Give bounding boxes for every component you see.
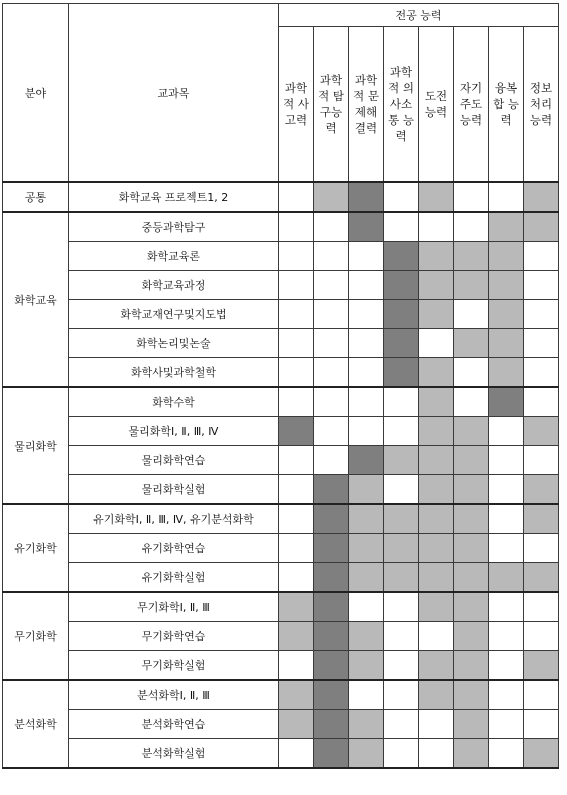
competency-cell-empty — [314, 329, 349, 358]
competency-cell-strong — [384, 358, 419, 388]
competency-cell-related — [419, 680, 454, 710]
competency-cell-empty — [279, 329, 314, 358]
table-row — [3, 504, 559, 534]
competency-cell-empty — [524, 534, 559, 563]
course-cell: 화학교육 프로젝트1, 2 — [69, 182, 279, 212]
competency-cell-empty — [419, 739, 454, 769]
course-header: 교과목 — [69, 4, 279, 183]
competency-cell-related — [349, 739, 384, 769]
competency-cell-strong — [314, 475, 349, 505]
competency-cell-empty — [279, 651, 314, 681]
competency-header: 융복합 능력 — [489, 27, 524, 183]
competency-header: 자기주도능력 — [454, 27, 489, 183]
competency-cell-empty — [489, 417, 524, 446]
competency-cell-related — [349, 534, 384, 563]
competency-cell-related — [489, 271, 524, 300]
competency-cell-empty — [489, 739, 524, 769]
competency-cell-related — [349, 504, 384, 534]
competency-cell-empty — [314, 387, 349, 417]
table-row — [3, 710, 559, 739]
table-row — [3, 271, 559, 300]
competency-cell-empty — [524, 329, 559, 358]
competency-cell-related — [524, 417, 559, 446]
competency-cell-empty — [524, 446, 559, 475]
competency-cell-related — [349, 710, 384, 739]
competency-cell-related — [279, 710, 314, 739]
table-row — [3, 417, 559, 446]
competency-cell-related — [524, 182, 559, 212]
competency-cell-strong — [314, 651, 349, 681]
competency-cell-strong — [314, 710, 349, 739]
competency-cell-empty — [384, 182, 419, 212]
competency-header: 과학적 의사소통 능력 — [384, 27, 419, 183]
competency-cell-related — [419, 475, 454, 505]
competency-cell-related — [279, 622, 314, 651]
competency-cell-empty — [279, 182, 314, 212]
course-cell: 무기화학Ⅰ, Ⅱ, Ⅲ — [69, 592, 279, 622]
course-cell: 중등과학탐구 — [69, 212, 279, 242]
competency-cell-strong — [384, 242, 419, 271]
competency-cell-related — [419, 417, 454, 446]
table-row — [3, 622, 559, 651]
competency-cell-empty — [349, 329, 384, 358]
competency-cell-strong — [314, 680, 349, 710]
competency-cell-empty — [489, 475, 524, 505]
course-cell: 화학교육론 — [69, 242, 279, 271]
competency-cell-strong — [349, 212, 384, 242]
course-cell: 화학교재연구및지도법 — [69, 300, 279, 329]
competency-cell-strong — [349, 182, 384, 212]
competency-cell-empty — [384, 680, 419, 710]
competency-cell-related — [454, 417, 489, 446]
competency-cell-empty — [349, 242, 384, 271]
competency-cell-related — [524, 739, 559, 769]
competency-cell-empty — [454, 300, 489, 329]
table-row — [3, 534, 559, 563]
competency-cell-empty — [524, 358, 559, 388]
competency-cell-empty — [489, 651, 524, 681]
competency-cell-empty — [524, 680, 559, 710]
competency-cell-related — [419, 651, 454, 681]
field-cell: 유기화학 — [3, 504, 69, 592]
course-cell: 물리화학연습 — [69, 446, 279, 475]
competency-cell-empty — [314, 271, 349, 300]
competency-header: 과학적 탐구능력 — [314, 27, 349, 183]
competency-cell-empty — [279, 739, 314, 769]
competency-cell-empty — [349, 680, 384, 710]
competency-cell-related — [384, 504, 419, 534]
competency-cell-related — [279, 592, 314, 622]
field-cell: 물리화학 — [3, 387, 69, 504]
competency-cell-strong — [314, 739, 349, 769]
competency-cell-empty — [349, 417, 384, 446]
table-row — [3, 475, 559, 505]
table-row — [3, 242, 559, 271]
competency-cell-empty — [279, 534, 314, 563]
competency-cell-related — [279, 680, 314, 710]
competency-cell-related — [524, 651, 559, 681]
competency-cell-related — [454, 271, 489, 300]
field-cell: 공통 — [3, 182, 69, 212]
competency-cell-related — [384, 563, 419, 593]
competency-cell-empty — [279, 504, 314, 534]
competency-cell-empty — [279, 271, 314, 300]
course-cell: 유기화학연습 — [69, 534, 279, 563]
competency-cell-empty — [349, 358, 384, 388]
competency-cell-strong — [279, 417, 314, 446]
table-row — [3, 212, 559, 242]
table-row — [3, 329, 559, 358]
competency-group-header: 전공 능력 — [279, 4, 559, 27]
competency-cell-related — [489, 300, 524, 329]
competency-cell-related — [349, 563, 384, 593]
course-cell: 분석화학연습 — [69, 710, 279, 739]
competency-cell-strong — [384, 329, 419, 358]
competency-cell-related — [419, 358, 454, 388]
competency-cell-related — [489, 329, 524, 358]
competency-cell-related — [454, 504, 489, 534]
competency-cell-related — [489, 563, 524, 593]
competency-cell-empty — [279, 300, 314, 329]
competency-cell-related — [419, 504, 454, 534]
competency-cell-strong — [314, 534, 349, 563]
competency-cell-empty — [454, 212, 489, 242]
table-row — [3, 563, 559, 593]
competency-cell-related — [454, 622, 489, 651]
competency-cell-related — [454, 680, 489, 710]
competency-cell-empty — [384, 212, 419, 242]
table-row — [3, 680, 559, 710]
competency-cell-empty — [419, 710, 454, 739]
table-row — [3, 182, 559, 212]
competency-cell-related — [419, 242, 454, 271]
competency-cell-empty — [314, 417, 349, 446]
course-cell: 화학교육과정 — [69, 271, 279, 300]
competency-cell-empty — [489, 446, 524, 475]
field-cell: 무기화학 — [3, 592, 69, 680]
competency-cell-empty — [384, 622, 419, 651]
competency-cell-related — [454, 475, 489, 505]
competency-cell-related — [489, 212, 524, 242]
competency-cell-empty — [454, 387, 489, 417]
competency-header: 정보처리능력 — [524, 27, 559, 183]
competency-header: 과학적 문제해결력 — [349, 27, 384, 183]
competency-cell-empty — [384, 651, 419, 681]
course-cell: 화학논리및논술 — [69, 329, 279, 358]
competency-cell-empty — [489, 710, 524, 739]
course-cell: 무기화학연습 — [69, 622, 279, 651]
competency-cell-empty — [524, 242, 559, 271]
course-cell: 화학수학 — [69, 387, 279, 417]
competency-cell-empty — [279, 563, 314, 593]
competency-cell-empty — [314, 212, 349, 242]
competency-cell-empty — [384, 739, 419, 769]
competency-cell-empty — [314, 446, 349, 475]
competency-cell-empty — [489, 182, 524, 212]
competency-cell-empty — [524, 592, 559, 622]
competency-cell-empty — [314, 300, 349, 329]
competency-cell-empty — [489, 504, 524, 534]
course-cell: 유기화학Ⅰ, Ⅱ, Ⅲ, Ⅳ, 유기분석화학 — [69, 504, 279, 534]
field-cell: 분석화학 — [3, 680, 69, 768]
competency-cell-related — [349, 475, 384, 505]
competency-cell-strong — [384, 300, 419, 329]
field-cell: 화학교육 — [3, 212, 69, 387]
competency-cell-related — [524, 212, 559, 242]
competency-header: 도전능력 — [419, 27, 454, 183]
competency-cell-related — [384, 534, 419, 563]
competency-cell-related — [454, 242, 489, 271]
competency-cell-related — [419, 563, 454, 593]
competency-cell-empty — [384, 417, 419, 446]
competency-cell-empty — [279, 446, 314, 475]
competency-cell-related — [454, 739, 489, 769]
competency-table — [2, 3, 559, 769]
competency-cell-empty — [524, 710, 559, 739]
competency-cell-strong — [314, 504, 349, 534]
competency-cell-empty — [384, 475, 419, 505]
competency-cell-empty — [314, 242, 349, 271]
competency-cell-related — [419, 592, 454, 622]
competency-cell-empty — [314, 358, 349, 388]
competency-cell-related — [419, 271, 454, 300]
course-cell: 물리화학Ⅰ, Ⅱ, Ⅲ, Ⅳ — [69, 417, 279, 446]
competency-cell-empty — [489, 680, 524, 710]
table-body — [3, 182, 559, 768]
competency-cell-empty — [454, 358, 489, 388]
competency-cell-empty — [524, 300, 559, 329]
course-cell: 분석화학실험 — [69, 739, 279, 769]
competency-cell-related — [489, 242, 524, 271]
table-row — [3, 739, 559, 769]
competency-cell-empty — [384, 710, 419, 739]
competency-cell-empty — [279, 242, 314, 271]
table-row — [3, 592, 559, 622]
course-cell: 분석화학Ⅰ, Ⅱ, Ⅲ — [69, 680, 279, 710]
competency-cell-empty — [349, 592, 384, 622]
table-row — [3, 358, 559, 388]
competency-cell-related — [419, 446, 454, 475]
course-cell: 무기화학실험 — [69, 651, 279, 681]
competency-cell-empty — [419, 212, 454, 242]
course-cell: 화학사및과학철학 — [69, 358, 279, 388]
competency-header: 과학적 사고력 — [279, 27, 314, 183]
competency-cell-related — [419, 182, 454, 212]
competency-cell-empty — [384, 387, 419, 417]
competency-cell-empty — [279, 212, 314, 242]
competency-cell-empty — [349, 387, 384, 417]
competency-cell-empty — [454, 182, 489, 212]
competency-cell-empty — [489, 534, 524, 563]
competency-cell-empty — [419, 329, 454, 358]
competency-cell-strong — [349, 446, 384, 475]
competency-cell-empty — [349, 300, 384, 329]
competency-cell-empty — [349, 271, 384, 300]
table-row — [3, 387, 559, 417]
competency-cell-empty — [489, 592, 524, 622]
competency-cell-related — [314, 182, 349, 212]
table-row — [3, 300, 559, 329]
competency-cell-related — [454, 563, 489, 593]
competency-cell-related — [384, 446, 419, 475]
competency-cell-related — [454, 329, 489, 358]
competency-cell-strong — [489, 387, 524, 417]
competency-cell-related — [524, 563, 559, 593]
competency-cell-related — [454, 651, 489, 681]
competency-cell-related — [349, 622, 384, 651]
competency-cell-empty — [524, 271, 559, 300]
competency-cell-related — [524, 475, 559, 505]
competency-cell-related — [349, 651, 384, 681]
competency-cell-related — [419, 534, 454, 563]
table-row — [3, 446, 559, 475]
competency-cell-related — [489, 358, 524, 388]
competency-cell-related — [454, 710, 489, 739]
course-cell: 유기화학실험 — [69, 563, 279, 593]
competency-cell-empty — [384, 592, 419, 622]
competency-cell-empty — [279, 358, 314, 388]
competency-cell-empty — [279, 387, 314, 417]
competency-cell-strong — [314, 563, 349, 593]
competency-cell-empty — [279, 475, 314, 505]
competency-cell-strong — [314, 592, 349, 622]
competency-cell-empty — [419, 622, 454, 651]
course-cell: 물리화학실험 — [69, 475, 279, 505]
competency-cell-strong — [384, 271, 419, 300]
field-header: 분야 — [3, 4, 69, 183]
competency-cell-strong — [314, 622, 349, 651]
competency-cell-related — [419, 300, 454, 329]
competency-cell-related — [524, 504, 559, 534]
competency-cell-empty — [524, 387, 559, 417]
competency-cell-empty — [524, 622, 559, 651]
competency-cell-related — [454, 534, 489, 563]
competency-cell-related — [419, 387, 454, 417]
competency-cell-empty — [489, 622, 524, 651]
competency-cell-related — [454, 592, 489, 622]
competency-cell-related — [454, 446, 489, 475]
table-row — [3, 651, 559, 681]
